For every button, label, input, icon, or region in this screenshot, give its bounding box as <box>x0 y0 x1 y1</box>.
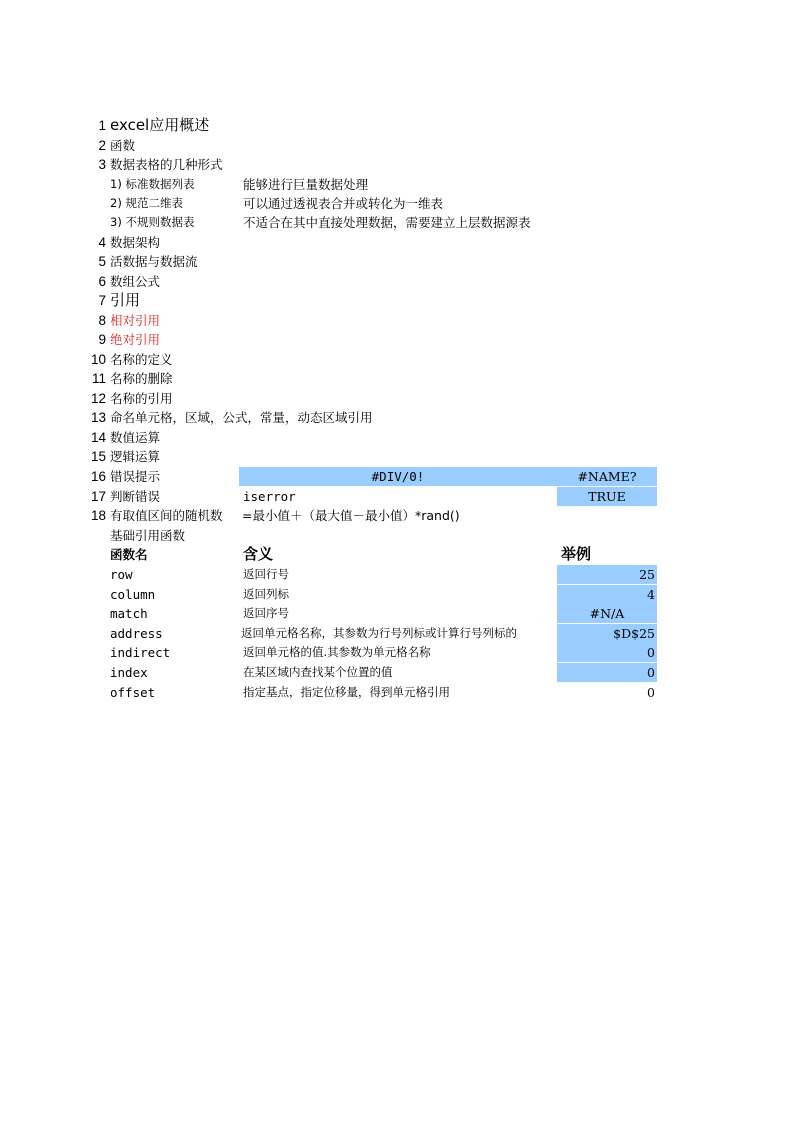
row-number: 18 <box>90 508 106 523</box>
row-number: 13 <box>90 410 106 425</box>
ref-table-caption-row <box>0 526 794 545</box>
header-meaning: 含义 <box>243 545 274 563</box>
row-number: 3 <box>98 157 106 172</box>
function-meaning: 返回列标 <box>243 587 289 601</box>
outline-row-13[interactable] <box>0 408 794 427</box>
example-cell[interactable]: 0 <box>647 685 655 700</box>
outline-row-12[interactable] <box>0 389 794 408</box>
ref-table-caption: 基础引用函数 <box>110 528 186 543</box>
form-row-1[interactable] <box>0 175 794 194</box>
row-number: 15 <box>90 449 106 464</box>
row-number: 11 <box>91 371 106 386</box>
table-row[interactable] <box>0 643 794 662</box>
header-name: 函数名 <box>110 547 148 562</box>
outline-row-6[interactable] <box>0 272 794 291</box>
function-name: match <box>110 606 148 621</box>
outline-text: 错误提示 <box>110 469 161 484</box>
outline-text: 引用 <box>110 291 141 309</box>
example-cell[interactable]: $D$25 <box>557 624 657 643</box>
outline-row-17[interactable] <box>0 487 794 506</box>
function-meaning: 指定基点，指定位移量，得到单元格引用 <box>243 685 450 699</box>
form-label: 3) 不规则数据表 <box>110 215 195 229</box>
form-row-3[interactable] <box>0 213 794 232</box>
name-error-cell[interactable]: #NAME? <box>557 467 657 486</box>
table-row[interactable] <box>0 683 794 702</box>
table-row[interactable] <box>0 604 794 623</box>
outline-text-red: 相对引用 <box>110 313 161 328</box>
header-example: 举例 <box>561 545 592 563</box>
outline-row-4[interactable] <box>0 233 794 252</box>
table-row[interactable] <box>0 624 794 643</box>
row-number: 8 <box>98 313 106 328</box>
outline-row-11[interactable] <box>0 369 794 388</box>
row-number: 2 <box>98 138 106 153</box>
example-cell[interactable]: 0 <box>557 643 657 662</box>
row-number: 17 <box>90 489 106 504</box>
iserror-cell[interactable]: iserror <box>243 489 296 504</box>
form-desc: 不适合在其中直接处理数据，需要建立上层数据源表 <box>243 215 531 230</box>
form-row-2[interactable] <box>0 194 794 213</box>
outline-text: 数据架构 <box>110 235 161 250</box>
function-meaning: 返回单元格的值.其参数为单元格名称 <box>243 645 431 659</box>
function-meaning: 返回行号 <box>243 567 289 581</box>
row-number: 10 <box>90 352 106 367</box>
outline-text: 名称的定义 <box>110 352 173 367</box>
row-number: 9 <box>98 332 106 347</box>
outline-row-10[interactable] <box>0 350 794 369</box>
outline-text: 函数 <box>110 138 136 153</box>
random-formula-cell[interactable]: =最小值＋（最大值－最小值）*rand() <box>242 508 460 523</box>
form-label: 2) 规范二维表 <box>110 196 183 210</box>
outline-row-14[interactable] <box>0 428 794 447</box>
row-number: 4 <box>98 235 106 250</box>
row-number: 6 <box>98 274 106 289</box>
outline-row-1[interactable] <box>0 116 794 135</box>
ref-table-header <box>0 545 794 564</box>
outline-row-2[interactable] <box>0 136 794 155</box>
outline-row-15[interactable] <box>0 447 794 466</box>
example-cell[interactable]: 0 <box>557 663 657 682</box>
outline-text: 名称的删除 <box>110 371 173 386</box>
function-meaning: 返回序号 <box>243 606 289 620</box>
div0-error-cell[interactable]: #DIV/0! <box>239 467 557 486</box>
outline-row-18[interactable] <box>0 506 794 525</box>
row-number: 16 <box>90 469 106 484</box>
true-cell[interactable]: TRUE <box>557 487 657 506</box>
row-number: 14 <box>90 430 106 445</box>
outline-row-8[interactable] <box>0 311 794 330</box>
form-desc: 可以通过透视表合并或转化为一维表 <box>243 196 444 211</box>
example-cell[interactable]: #N/A <box>557 604 657 623</box>
example-cell[interactable]: 25 <box>557 565 657 584</box>
form-label: 1) 标准数据列表 <box>110 177 195 191</box>
function-name: column <box>110 587 156 602</box>
form-desc: 能够进行巨量数据处理 <box>243 177 369 192</box>
function-name: indirect <box>110 645 171 660</box>
outline-text: 命名单元格，区域，公式，常量，动态区域引用 <box>110 410 373 425</box>
row-number: 1 <box>98 118 106 133</box>
function-name: index <box>110 665 148 680</box>
row-number: 12 <box>90 391 106 406</box>
outline-row-3[interactable] <box>0 155 794 174</box>
function-name: address <box>110 626 163 641</box>
outline-text: 逻辑运算 <box>110 449 161 464</box>
outline-text: excel应用概述 <box>110 116 210 134</box>
table-row[interactable] <box>0 585 794 604</box>
outline-text: 数组公式 <box>110 274 161 289</box>
function-meaning: 返回单元格名称，其参数为行号列标或计算行号列标的 <box>241 626 517 640</box>
outline-row-9[interactable] <box>0 330 794 349</box>
function-meaning: 在某区域内查找某个位置的值 <box>243 665 393 679</box>
outline-row-7[interactable] <box>0 291 794 310</box>
function-name: row <box>110 567 133 582</box>
outline-text: 数值运算 <box>110 430 161 445</box>
outline-row-16[interactable] <box>0 467 794 486</box>
outline-text: 名称的引用 <box>110 391 173 406</box>
row-number: 5 <box>98 254 106 269</box>
outline-text: 数据表格的几种形式 <box>110 157 223 172</box>
example-cell[interactable]: 4 <box>557 585 657 604</box>
outline-text: 活数据与数据流 <box>110 254 198 269</box>
outline-text: 判断错误 <box>110 489 161 504</box>
table-row[interactable] <box>0 565 794 584</box>
function-name: offset <box>110 685 156 700</box>
table-row[interactable] <box>0 663 794 682</box>
row-number: 7 <box>98 293 106 308</box>
outline-row-5[interactable] <box>0 252 794 271</box>
outline-text: 有取值区间的随机数 <box>110 508 223 523</box>
outline-text-red: 绝对引用 <box>110 332 161 347</box>
